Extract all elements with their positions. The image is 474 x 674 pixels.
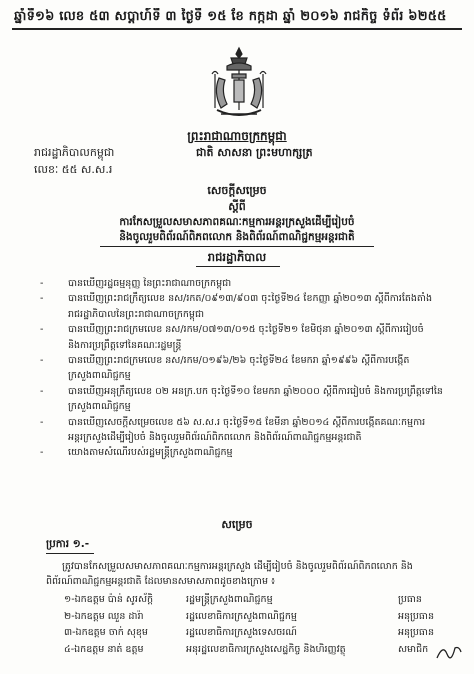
considerations-list: [40, 276, 460, 461]
list-item: - បានឃើញរដ្ឋធម្មនុញ្ញ នៃព្រះរាជាណាចក្រកម្ពុជា: [40, 278, 232, 289]
table-row: [64, 609, 456, 626]
kingdom-title: ព្រះរាជាណាចក្រកម្ពុជា: [187, 129, 287, 143]
royal-emblem-icon: [205, 44, 273, 122]
article-1-text-line-1: ត្រូវបានកែសម្រួលសមាសភាពគណៈកម្មការអន្តរក្រសួង ដើម្បីរៀបចំ និងចូលរួមពិព័រណ៍ពិភពលោក និង: [62, 561, 413, 572]
member-title: អនុរដ្ឋលេខាធិការក្រសួងសេដ្ឋកិច្ច និងហិរញ្ញវត្ថុ: [186, 643, 346, 655]
member-title: រដ្ឋមន្ត្រីក្រសួងពាណិជ្ជកម្ម: [186, 594, 273, 605]
article-1-underline: [46, 553, 94, 554]
decision-title: សេចក្តីសម្រេច: [207, 184, 267, 197]
decides-heading: សម្រេច: [221, 518, 253, 531]
national-motto: ជាតិ សាសនា ព្រះមហាក្សត្រ: [196, 146, 313, 159]
member-role: អនុប្រធាន: [398, 627, 434, 638]
member-name: ២-ឯកឧត្តម ឈួន ដារ៉ា: [64, 610, 144, 622]
article-1-label: ប្រការ ១.-: [46, 538, 90, 550]
initial-mark-icon: [434, 640, 464, 664]
member-name: ៤-ឯកឧត្តម នាត់ ឧត្តម: [64, 643, 144, 655]
regarding-label: ស្តីពី: [228, 200, 246, 213]
member-name: ៣-ឯកឧត្តម ចាក់ សុខុម: [64, 627, 148, 638]
list-item: - បានឃើញព្រះរាជក្រមលេខ នស/រកម/០១៩៦/២៦ ចុះថ្ងៃទី២៤ ខែមករា ឆ្នាំ១៩៩៦ ស្តីពីការបង្កើត: [40, 355, 410, 367]
list-item: - បានឃើញព្រះរាជក្រឹត្យលេខ នស/រកត/០៩១៣/៩០៣ ចុះថ្ងៃទី២៤ ខែកញ្ញា ឆ្នាំ២០១៣ ស្តីពីការតែងតាំង: [40, 293, 432, 305]
list-item: រាជរដ្ឋាភិបាលនៃព្រះរាជាណាចក្រកម្ពុជា: [68, 308, 205, 320]
list-item: - បានឃើញព្រះរាជក្រមលេខ នស/រកម/០៧១៣/០១៥ ចុះថ្ងៃទី២១ ខែមិថុនា ឆ្នាំ២០១៣ ស្តីពីការរៀបចំ: [40, 324, 424, 336]
subject-divider: [100, 246, 374, 247]
table-row: [64, 625, 456, 642]
table-row: [64, 642, 456, 659]
list-item: អន្តរក្រសួងដើម្បីរៀបចំ និងចូលរួមពិព័រណ៍ពិភពលោក និងពិព័រណ៍ពាណិជ្ជកម្មអន្តរជាតិ: [68, 432, 362, 444]
subject-line-2: និងចូលរួមពិព័រណ៍ពិភពលោក និងពិព័រណ៍ពាណិជ្ជកម្មអន្តរជាតិ: [119, 231, 355, 243]
issuer-name: រាជរដ្ឋាភិបាលកម្ពុជា: [34, 146, 115, 159]
member-role: អនុប្រធាន: [398, 610, 434, 622]
article-1-text-line-2: ពិព័រណ៍ពាណិជ្ជកម្មអន្តរជាតិ ដែលមានសមាសភាពដូចខាងក្រោម ៖: [46, 576, 276, 587]
committee-members-list: [64, 592, 456, 658]
member-title: រដ្ឋលេខាធិការក្រសួងទេសចរណ៍: [186, 627, 297, 638]
member-title: រដ្ឋលេខាធិការក្រសួងពាណិជ្ជកម្ម: [186, 610, 297, 622]
government-heading: រាជរដ្ឋាភិបាល: [207, 250, 267, 264]
table-row: [64, 592, 456, 609]
member-name: ១-ឯកឧត្តម ប៉ាន់ សូរស័ក្តិ: [64, 594, 154, 605]
list-item: - បានឃើញអនុក្រឹត្យលេខ ០២ អនក្រ.បក ចុះថ្ងៃទី១០ ខែមករា ឆ្នាំ២០០០ ស្តីពីការរៀបចំ និងការប្រព្រឹត្តទៅនៃ: [40, 385, 443, 397]
member-role: ប្រធាន: [398, 594, 422, 605]
header-rule: [12, 28, 462, 30]
list-item: ក្រសួងពាណិជ្ជកម្ម: [68, 370, 131, 382]
list-item: និងការប្រព្រឹត្តទៅនៃគណៈរដ្ឋមន្ត្រី: [68, 339, 182, 351]
member-role: សមាជិក: [398, 643, 429, 655]
document-number: លេខៈ ៥៥ ស.ស.រ: [34, 163, 113, 176]
list-item: - យោងតាមសំណើរបស់រដ្ឋមន្ត្រីក្រសួងពាណិជ្ជកម្ម: [40, 447, 233, 459]
list-item: ក្រសួងពាណិជ្ជកម្ម: [68, 401, 131, 413]
list-item: - បានឃើញសេចក្តីសម្រេចលេខ ៥៦ ស.ស.រ ចុះថ្ងៃទី១៥ ខែមីនា ឆ្នាំ២០១៤ ស្តីពីការបង្កើតគណៈកម្មការ: [40, 416, 426, 428]
government-divider: [196, 266, 280, 267]
subject-line-1: ការកែសម្រួលសមាសភាពគណៈកម្មការអន្តរក្រសួងដើម្បីរៀបចំ: [119, 216, 355, 228]
gazette-header: ឆ្នាំទី១៦ លេខ ៥៣ សប្តាហ៍ទី ៣ ថ្ងៃទី ១៥ ខែ កក្កដា ឆ្នាំ ២០១៦ រាជកិច្ច ទំព័រ ៦២៥៥: [14, 9, 447, 24]
